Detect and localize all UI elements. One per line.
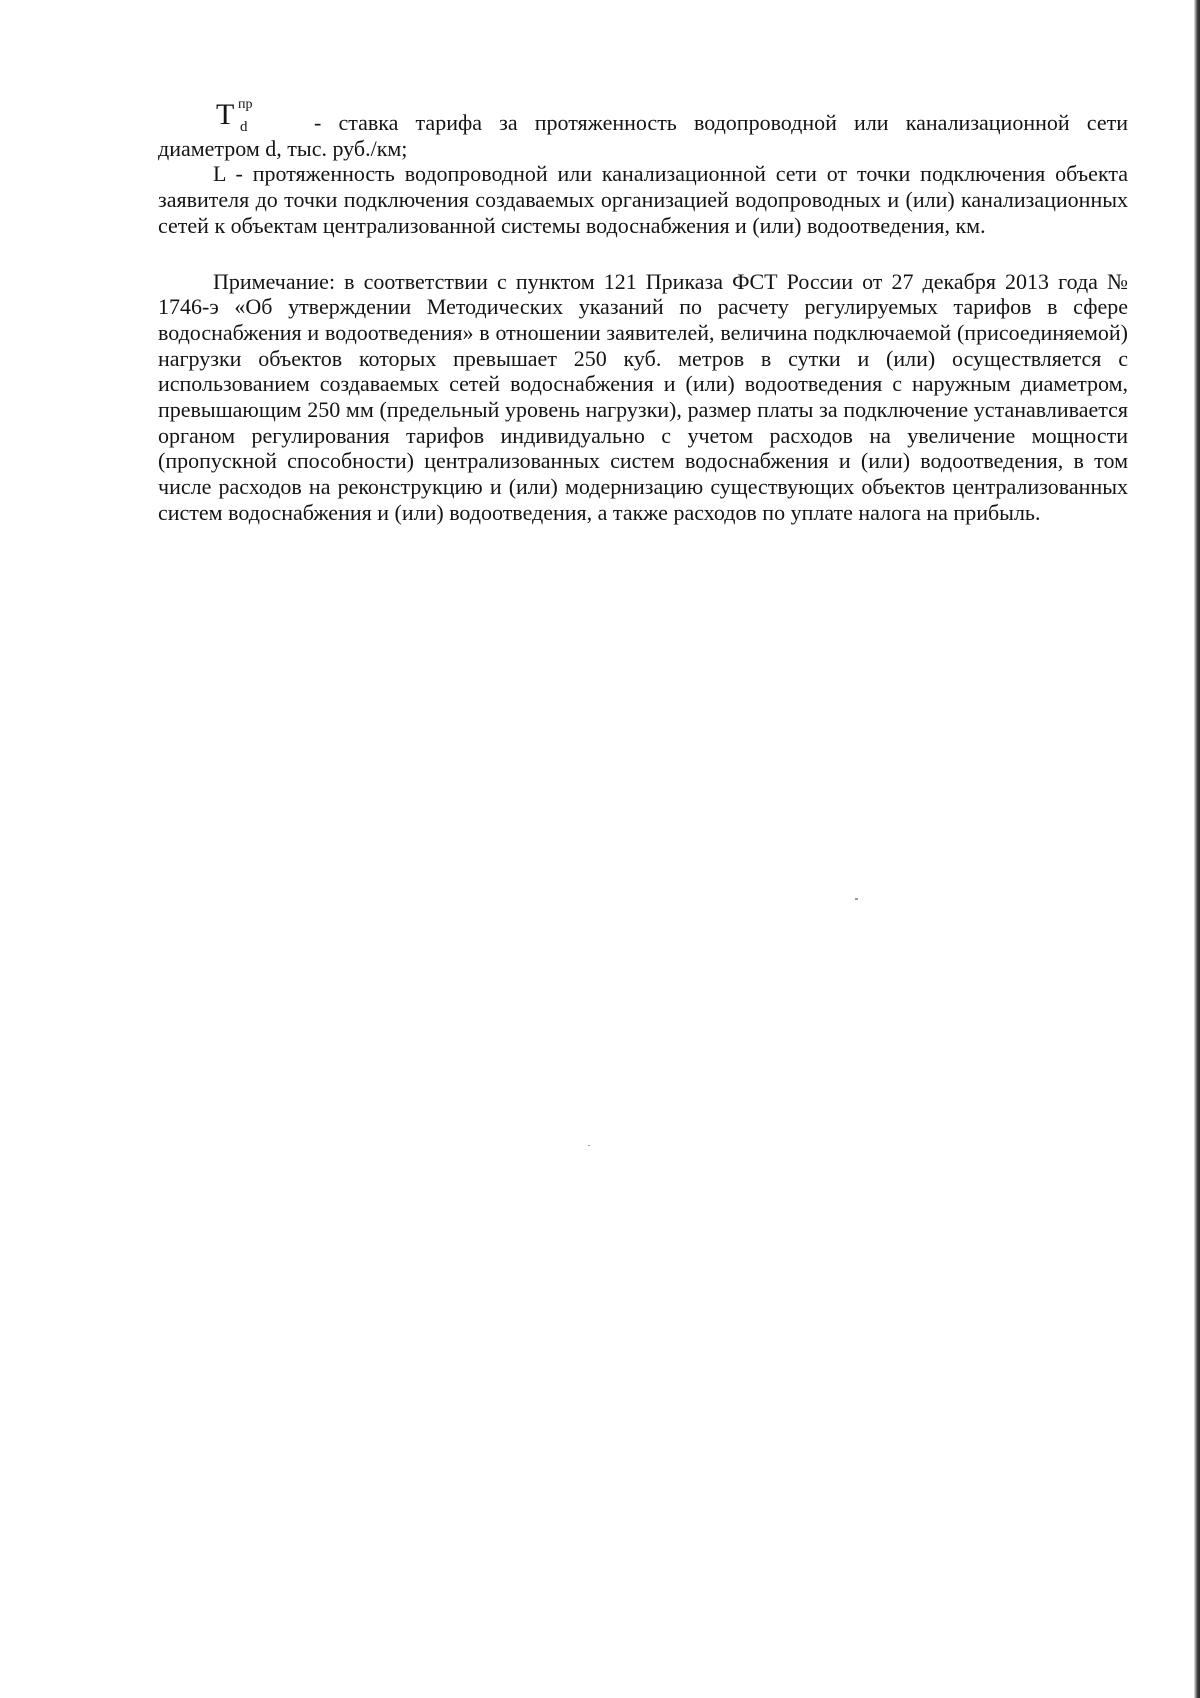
tariff-rate-definition (158, 97, 1128, 161)
tariff-rate-text: - ставка тарифа за протяженность водопроводной или канализационной сети диаметром d, тыс. руб./км; (158, 110, 1128, 161)
paragraph-gap (158, 239, 1128, 269)
tariff-symbol-subscript: d (240, 119, 248, 135)
tariff-symbol (216, 97, 272, 135)
scan-speck (855, 898, 858, 900)
document-body (158, 97, 1128, 526)
tariff-symbol-superscript: пр (238, 97, 253, 112)
note-paragraph: Примечание: в соответствии с пунктом 121 Приказа ФСТ России от 27 декабря 2013 года № 1746-э «Об утверждении Методических указаний по расчету регулируемых тарифов в сфере водоснабжения и водоотведения» в отношении заявителей, величина подключаемой (присоединяемой) нагрузки объектов которых превышает 250 куб. метров в сутки и (или) осуществляется с использованием создаваемых сетей водоснабжения и (или) водоотведения с наружным диаметром, превышающим 250 мм (предельный уровень нагрузки), размер платы за подключение устанавливается органом регулирования тарифов индивидуально с учетом расходов на увеличение мощности (пропускной способности) централизованных систем водоснабжения и (или) водоотведения, в том числе расходов на реконструкцию и (или) модернизацию существующих объектов централизованных систем водоснабжения и (или) водоотведения, а также расходов по уплате налога на прибыль. (158, 268, 1128, 525)
tariff-symbol-base: T (216, 98, 235, 131)
scan-speck (588, 1145, 590, 1146)
length-definition: L - протяженность водопроводной или канализационной сети от точки подключения объекта заявителя до точки подключения создаваемых организацией водопроводных и (или) канализационных сетей к объектам централизованной системы водоснабжения и (или) водоотведения, км. (158, 161, 1128, 238)
scan-edge (1194, 0, 1200, 1698)
